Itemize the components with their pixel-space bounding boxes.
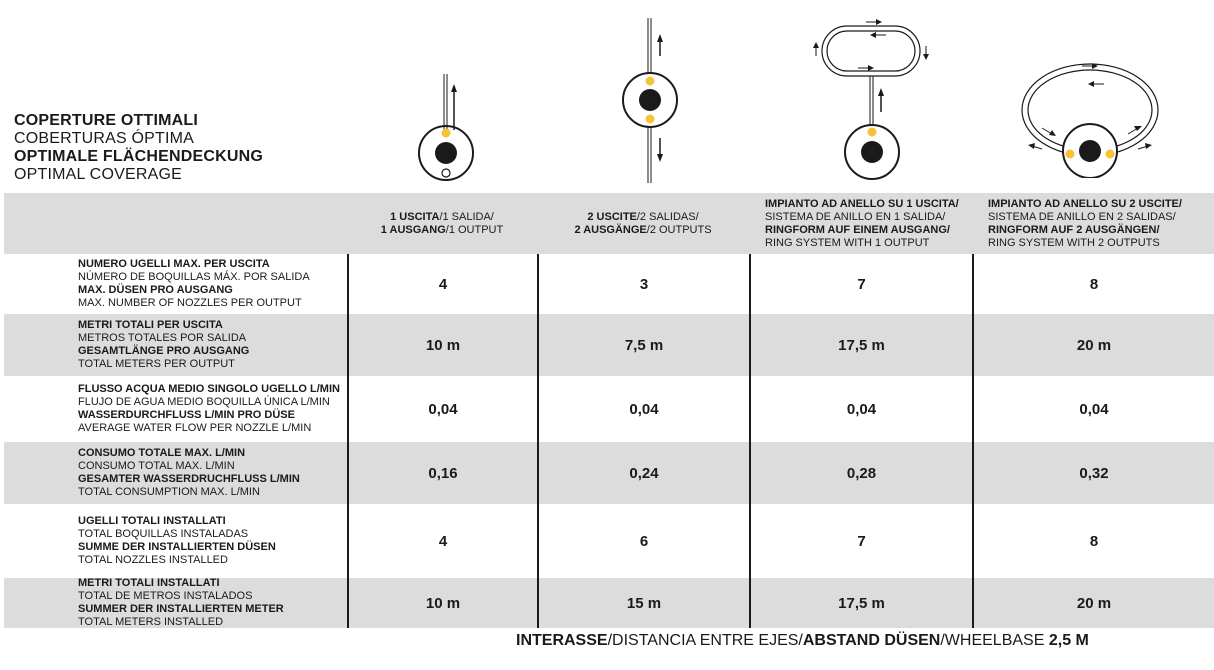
col4-en: RING SYSTEM WITH 2 OUTPUTS: [988, 236, 1160, 249]
title-en: OPTIMAL COVERAGE: [14, 166, 182, 183]
table-row: [4, 376, 1214, 442]
table-cell: 7,5 m: [537, 314, 749, 376]
table-cell: 0,04: [749, 376, 972, 442]
col4-it: IMPIANTO AD ANELLO SU 2 USCITE/: [988, 197, 1182, 210]
column-header-1: [347, 193, 537, 254]
col2-de: 2 AUSGÄNGE: [574, 223, 647, 236]
title-es: COBERTURAS ÓPTIMA: [14, 130, 195, 147]
table-cell: 8: [972, 254, 1214, 314]
column-header-2: [537, 193, 749, 254]
table-cell: 6: [537, 504, 749, 578]
col3-de: RINGFORM AUF EINEM AUSGANG/: [765, 223, 950, 236]
col1-it: 1 USCITA: [390, 210, 440, 223]
column-header-3: [749, 193, 972, 254]
table-cell: 0,16: [347, 442, 537, 504]
table-cell: 3: [537, 254, 749, 314]
table-cell: 17,5 m: [749, 314, 972, 376]
two-outputs-diagram-icon: [616, 8, 686, 188]
table-cell: 0,28: [749, 442, 972, 504]
table-cell: 4: [347, 504, 537, 578]
col2-es: /2 SALIDAS/: [636, 210, 699, 223]
table-cell: 17,5 m: [749, 578, 972, 628]
title-it: COPERTURE OTTIMALI: [14, 112, 199, 129]
footer-value: 2,5 M: [1048, 632, 1089, 649]
table-cell: 0,24: [537, 442, 749, 504]
col3-en: RING SYSTEM WITH 1 OUTPUT: [765, 236, 930, 249]
col4-de: RINGFORM AUF 2 AUSGÄNGEN/: [988, 223, 1160, 236]
coverage-table: [4, 193, 1214, 628]
row-label: FLUSSO ACQUA MEDIO SINGOLO UGELLO L/MIN FLUJO DE AGUA MEDIO BOQUILLA ÚNICA L/MIN WASSERDURCHFLUSS L/MIN PRO DÜSE AVERAGE WATER FLOW PER NOZZLE L/MIN: [78, 383, 340, 434]
table-cell: 10 m: [347, 578, 537, 628]
row-label: METRI TOTALI PER USCITA METROS TOTALES POR SALIDA GESAMTLÄNGE PRO AUSGANG TOTAL METERS PER OUTPUT: [78, 319, 250, 370]
table-row: [4, 314, 1214, 376]
wheelbase-footnote: [516, 632, 1089, 650]
col2-it: 2 USCITE: [587, 210, 637, 223]
title-de: OPTIMALE FLÄCHENDECKUNG: [14, 148, 264, 165]
table-row: [4, 578, 1214, 628]
row-label: METRI TOTALI INSTALLATI TOTAL DE METROS INSTALADOS SUMMER DER INSTALLIERTEN METER TOTAL METERS INSTALLED: [78, 577, 284, 628]
table-cell: 7: [749, 504, 972, 578]
table-cell: 0,04: [347, 376, 537, 442]
col1-es: /1 SALIDA/: [439, 210, 494, 223]
table-cell: 7: [749, 254, 972, 314]
footer-de: ABSTAND DÜSEN: [802, 632, 941, 649]
table-header-row: [4, 193, 1214, 254]
table-row: [4, 254, 1214, 314]
table-cell: 20 m: [972, 578, 1214, 628]
table-cell: 15 m: [537, 578, 749, 628]
table-cell: 0,32: [972, 442, 1214, 504]
page-title: [14, 112, 334, 184]
col3-it: IMPIANTO AD ANELLO SU 1 USCITA/: [765, 197, 959, 210]
one-output-diagram-icon: [412, 8, 482, 188]
table-cell: 8: [972, 504, 1214, 578]
col3-es: SISTEMA DE ANILLO EN 1 SALIDA/: [765, 210, 946, 223]
row-label: CONSUMO TOTALE MAX. L/MIN CONSUMO TOTAL MAX. L/MIN GESAMTER WASSERDRUCHFLUSS L/MIN TOTAL CONSUMPTION MAX. L/MIN: [78, 447, 300, 498]
row-label: NUMERO UGELLI MAX. PER USCITA NÚMERO DE BOQUILLAS MÁX. POR SALIDA MAX. DÜSEN PRO AUSGANG MAX. NUMBER OF NOZZLES PER OUTPUT: [78, 258, 310, 309]
column-header-4: [972, 193, 1214, 254]
footer-en: /WHEELBASE: [940, 632, 1049, 649]
ring-two-outputs-diagram-icon: [1010, 8, 1170, 178]
col1-en: /1 OUTPUT: [445, 223, 504, 236]
footer-it: INTERASSE: [516, 632, 608, 649]
table-cell: 4: [347, 254, 537, 314]
table-row: [4, 442, 1214, 504]
row-label: UGELLI TOTALI INSTALLATI TOTAL BOQUILLAS INSTALADAS SUMME DER INSTALLIERTEN DÜSEN TOTAL NOZZLES INSTALLED: [78, 515, 276, 566]
footer-es: /DISTANCIA ENTRE EJES/: [607, 632, 803, 649]
table-cell: 10 m: [347, 314, 537, 376]
table-cell: 0,04: [972, 376, 1214, 442]
table-header-empty: [4, 193, 347, 254]
table-row: [4, 504, 1214, 578]
ring-one-output-diagram-icon: [808, 8, 938, 190]
col1-de: 1 AUSGANG: [380, 223, 446, 236]
table-cell: 0,04: [537, 376, 749, 442]
col4-es: SISTEMA DE ANILLO EN 2 SALIDAS/: [988, 210, 1176, 223]
col2-en: /2 OUTPUTS: [646, 223, 712, 236]
table-cell: 20 m: [972, 314, 1214, 376]
